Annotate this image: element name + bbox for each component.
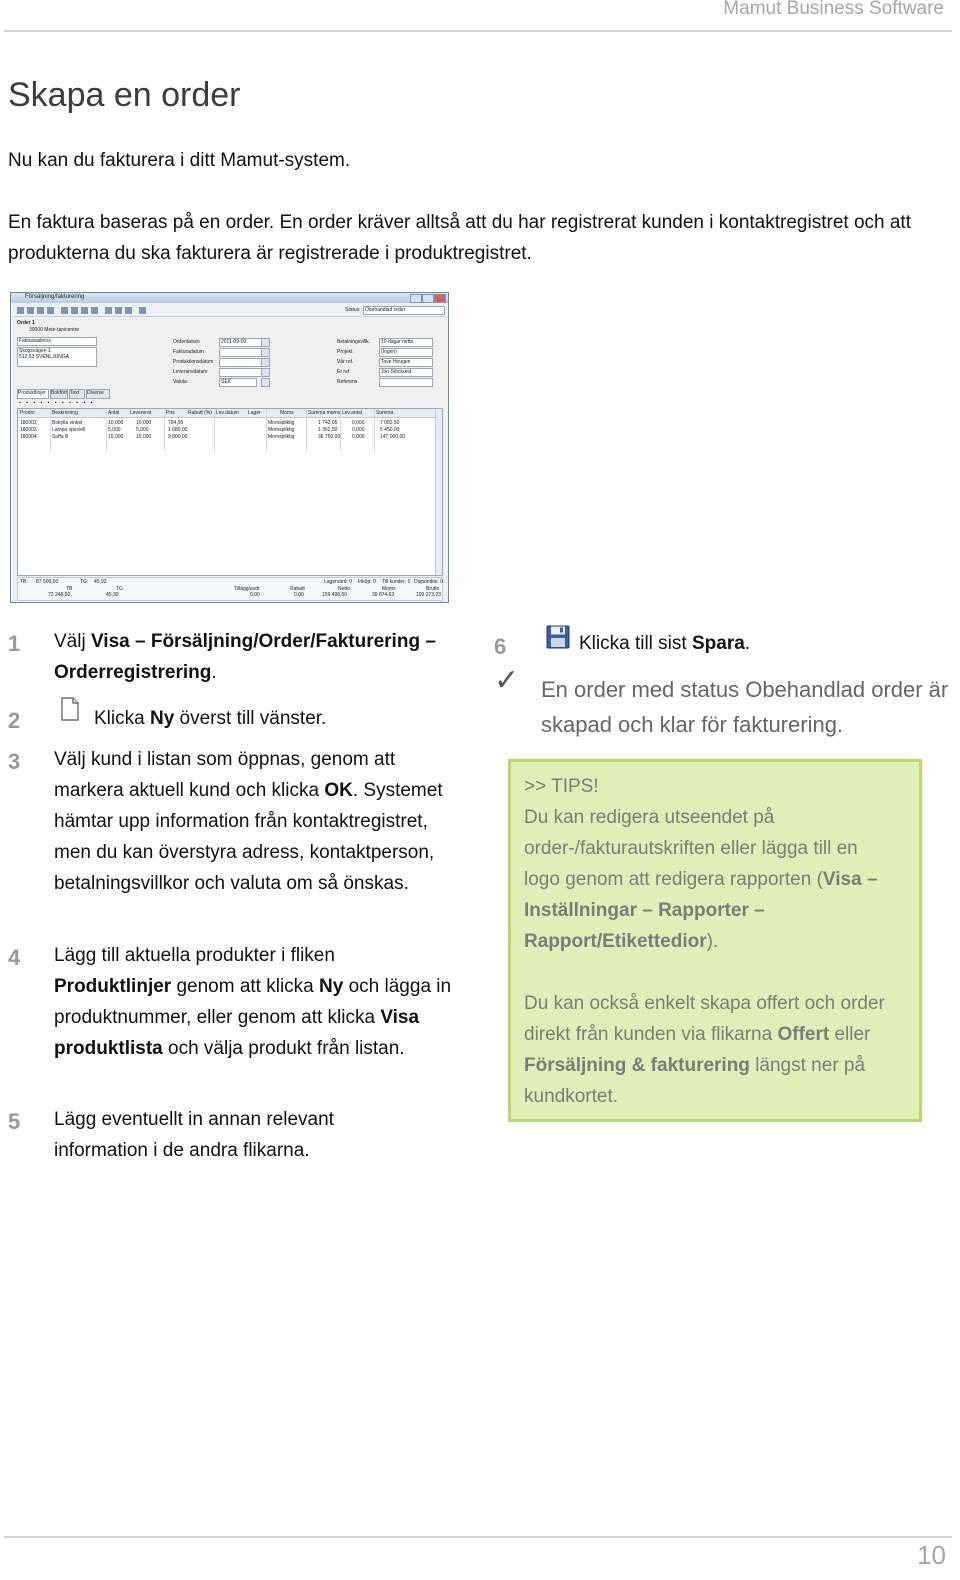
new-document-icon [61, 697, 79, 721]
screenshot-order-label: Order 1 [17, 320, 35, 326]
grid-cell: Momspliktig [268, 420, 295, 426]
step-2-text: Klicka Ny överst till vänster. [94, 708, 327, 729]
page-title: Skapa en order [8, 76, 241, 114]
field-value: Tove Hougen [381, 359, 411, 365]
totals-label: TB: [20, 579, 28, 585]
field-label: Projekt [337, 349, 353, 355]
totals-value: 159 498,50 [322, 592, 348, 598]
grid-cell: 180004 [20, 434, 37, 440]
grid-cell: 10,000 [136, 420, 152, 426]
order-window-screenshot: Försäljning/fakturering Status: Obehandlad order Order 1 30000 Mete-tanicentre Fakturaadress Skogsvägen 1 512 53 SVENLJUNGA Orderdatum 2011-09-09 Fakturadatum Produktionsdatum Leveransdatum Valuta SEK Betalningsvillk. 10 dagar netto Projekt (Ingen) Vår ref. Tove Hougen Er ref. Jon Stöckund Referens Produktlinjer Bokfört Text Diverse ▪ ▪ ▪ ▪ ▪ ▪ ▪ ▪ ▪ ▪ ▪ Prodnr Beskrivning Antal Levererat Pris Rabatt (%) Lev.datum Lager Moms Summa moms Lev.antal Summa 180002 Bokylla vinkel 10,000 10,000 794,95 Momspliktig 1 742,05 0,000 7 083,50 180003 Lampa speciell 5,000 5,000 1 080,00 Momspliktig 1 362,50 0,000 5 450,00 180004 Soffa B 15,000 15,000 9 800,00 Momspliktig 36 750,00 0,000 147 000,00 TB: 87 500,00 TG: 45,92 Lagervärd: 0 Inköp: 0 Till kunder: 0 Disponible: 0 TB 72 248,50 TG 45,30 Tillägg/avdr 0,00 Rabatt 0,00 Netto 159 498,50 Moms 39 874,63 Brutto 199 373,23 [10, 292, 449, 603]
checkmark-icon: ✓ [494, 664, 520, 697]
screenshot-titlebar [11, 293, 448, 303]
email-icon [139, 307, 146, 314]
field-label: Valuta [173, 379, 187, 385]
grid-scrollbar [435, 409, 442, 575]
screenshot-address-line2: 512 53 SVENLJUNGA [19, 354, 70, 360]
grid-cell: 9 800,00 [168, 434, 188, 440]
first-icon [61, 307, 68, 314]
step-3-text: Välj kund i listan som öppnas, genom att markera aktuell kund och klicka OK. Systemet hämtar upp information från kontaktregistret, men du kan överstyra adress, kontaktperson, betalningsvillkor och valuta om så önskas. [54, 749, 443, 894]
product-lines-grid [17, 408, 443, 576]
grid-cell: 180002 [20, 420, 37, 426]
save-floppy-icon [546, 625, 570, 649]
screenshot-status-value: Obehandlad order [365, 307, 406, 313]
totals-value: 0,00 [250, 592, 260, 598]
totals-label: Brutto [426, 586, 440, 592]
step-number: 3 [8, 749, 21, 774]
grid-cell: Soffa B [52, 434, 69, 440]
totals-label: TB [66, 586, 73, 592]
delete-icon [47, 307, 54, 314]
field-value: Jon Stöckund [381, 369, 412, 375]
grid-cell: 0,000 [352, 434, 365, 440]
step-number: 2 [8, 708, 21, 733]
step-number: 1 [8, 631, 21, 656]
grid-cell: Lampa speciell [52, 427, 86, 433]
tab-bokfort: Bokfört [50, 389, 68, 399]
grid-cell: 1 362,50 [318, 427, 338, 433]
grid-column-header: Moms [280, 410, 294, 416]
totals-value: 199 373,23 [416, 592, 442, 598]
totals-value: 72 248,50 [48, 592, 71, 598]
totals-label: Moms [382, 586, 396, 592]
field-label: Vår ref. [337, 359, 354, 365]
grid-cell: 36 750,00 [318, 434, 341, 440]
tips-paragraph-2: Du kan också enkelt skapa offert och order direkt från kunden via flikarna Offert eller Försäljning & fakturering längst ner på kundkortet. [524, 993, 885, 1107]
grid-cell: 7 083,50 [380, 420, 400, 426]
step-number: 4 [8, 945, 21, 970]
grid-cell: 5,000 [136, 427, 149, 433]
totals-value: 39 874,63 [372, 592, 395, 598]
next-icon [81, 307, 88, 314]
minimize-icon [410, 294, 422, 303]
grid-cell: 0,000 [352, 427, 365, 433]
step-4-text: Lägg till aktuella produkter i fliken Produktlinjer genom att klicka Ny och lägga in produktnummer, eller genom att klicka Visa produktlista och välja produkt från listan. [54, 945, 452, 1059]
totals-label: Rabatt [290, 586, 305, 592]
totals-label: Tillägg/avdr [234, 586, 260, 592]
field-label: Orderdatum [173, 339, 200, 345]
preview-icon [125, 307, 132, 314]
maximize-icon [422, 294, 434, 303]
new-icon [17, 307, 24, 314]
tips-paragraph-1: Du kan redigera utseendet på order-/fakturautskriften eller lägga till en logo genom att redigera rapporten (Visa – Inställningar – Rapporter – Rapport/Etikettedior). [524, 807, 878, 952]
totals-info: Inköp: 0 [358, 579, 376, 585]
grid-cell: 15,000 [108, 434, 124, 440]
grid-column-header: Lev.antal [342, 410, 362, 416]
tips-box [508, 759, 922, 1122]
tab-produktlinjer: Produktlinjer [17, 389, 49, 399]
prev-icon [71, 307, 78, 314]
screenshot-totals [17, 577, 443, 601]
footer-rule [4, 1536, 952, 1538]
field-label: Er ref. [337, 369, 351, 375]
screenshot-toolbar [13, 305, 446, 317]
field-label: Betalningsvillk. [337, 339, 371, 345]
grid-column-header: Summa [376, 410, 394, 416]
totals-label: TG: [80, 579, 89, 585]
tips-text [524, 771, 894, 957]
totals-value: 45,30 [106, 592, 119, 598]
totals-info: Disponible: 0 [414, 579, 443, 585]
open-icon [27, 307, 34, 314]
totals-info: Till kunder: 0 [382, 579, 411, 585]
screenshot-status-label: Status: [345, 307, 361, 313]
screenshot-address-line1: Skogsvägen 1 [19, 348, 51, 354]
grid-cell: 5 450,00 [380, 427, 400, 433]
grid-cell: 10,000 [108, 420, 124, 426]
tips-heading: >> TIPS! [524, 776, 599, 797]
grid-cell: Momspliktig [268, 427, 295, 433]
field-label: Produktionsdatum [173, 359, 214, 365]
screenshot-invoice-address-label: Fakturaadress [19, 338, 51, 344]
grid-column-header: Lev.datum [216, 410, 239, 416]
grid-cell: 147 000,00 [380, 434, 406, 440]
intro-paragraph: Nu kan du fakturera i ditt Mamut-system. [8, 150, 351, 171]
close-icon [434, 294, 446, 303]
screenshot-window-title: Försäljning/fakturering [25, 294, 85, 300]
grid-cell: 1 742,05 [318, 420, 338, 426]
last-icon [91, 307, 98, 314]
grid-cell: Bokylla vinkel [52, 420, 83, 426]
field-label: Referens [337, 379, 358, 385]
grid-cell: 15,000 [136, 434, 152, 440]
step-5-text: Lägg eventuellt in annan relevant information i de andra flikarna. [54, 1109, 334, 1161]
totals-value: 0,00 [294, 592, 304, 598]
save-icon [37, 307, 44, 314]
step-number: 5 [8, 1109, 21, 1134]
grid-column-header: Beskrivning [52, 410, 78, 416]
description-paragraph: En faktura baseras på en order. En order kräver alltså att du har registrerat kunden i kontaktregistret och att produkterna du ska fakturera är registrerade i produktregistret. [8, 212, 911, 264]
field-value: SEK [221, 379, 232, 385]
step-1-text: Välj Visa – Försäljning/Order/Fakturering – Orderregistrering. [54, 631, 436, 683]
find-icon [105, 307, 112, 314]
tab-text: Text [69, 389, 85, 399]
totals-label: TG [116, 586, 123, 592]
field-value: 10 dagar netto [381, 339, 414, 345]
screenshot-customer: 30000 Mete-tanicentre [29, 327, 80, 333]
grid-cell: 0,000 [352, 420, 365, 426]
grid-column-header: Levererat [130, 410, 152, 416]
step-6-text: Klicka till sist Spara. [579, 633, 751, 654]
totals-info: Lagervärd: 0 [324, 579, 353, 585]
grid-column-header: Prodnr [20, 410, 36, 416]
grid-cell: 794,95 [168, 420, 184, 426]
document-header: Mamut Business Software [723, 0, 944, 19]
grid-column-header: Lager [248, 410, 261, 416]
field-value: 2011-09-09 [221, 339, 247, 345]
header-rule [4, 30, 952, 32]
grid-cell: Momspliktig [268, 434, 295, 440]
page-number: 10 [917, 1540, 946, 1570]
step-number: 6 [494, 634, 507, 659]
grid-column-header: Summa moms [308, 410, 341, 416]
totals-value: 45,92 [94, 579, 107, 585]
result-note: En order med status Obehandlad order är skapad och klar för fakturering. [541, 677, 949, 737]
grid-column-header: Rabatt (%) [188, 410, 212, 416]
grid-cell: 1 080,00 [168, 427, 188, 433]
grid-cell: 5,000 [108, 427, 121, 433]
field-label: Fakturadatum [173, 349, 204, 355]
print-icon [115, 307, 122, 314]
field-value: (Ingen) [381, 349, 397, 355]
totals-value: 87 500,00 [36, 579, 59, 585]
tab-diverse: Diverse [86, 389, 110, 399]
grid-cell: 180003 [20, 427, 37, 433]
totals-label: Netto [338, 586, 350, 592]
grid-column-header: Antal [108, 410, 120, 416]
field-label: Leveransdatum [173, 369, 208, 375]
grid-column-header: Pris [166, 410, 175, 416]
